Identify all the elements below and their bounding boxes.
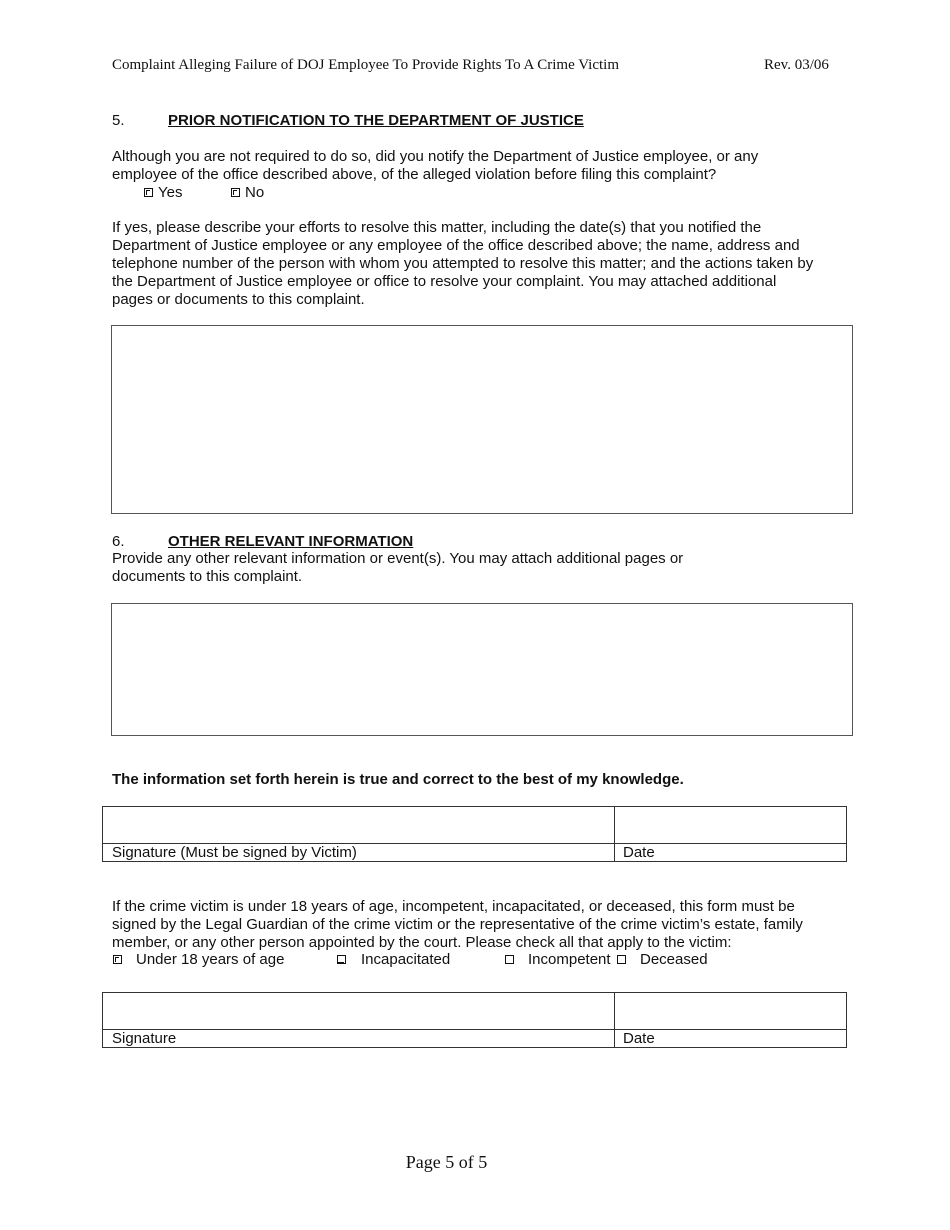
other-information-textbox[interactable] xyxy=(111,603,853,736)
notified-no-option[interactable] xyxy=(231,184,264,201)
incompetent-label: Incompetent xyxy=(528,951,611,968)
incapacitated-option[interactable] xyxy=(337,951,450,968)
guardian-date-label: Date xyxy=(623,1030,655,1047)
yes-checkbox[interactable] xyxy=(144,188,153,197)
instruction-line: If yes, please describe your efforts to resolve this matter, including the date(s) that you notified the xyxy=(112,219,762,236)
instruction-line: Department of Justice employee or any employee of the office described above; the name, address and xyxy=(112,237,800,254)
guardian-signature-field[interactable] xyxy=(103,993,614,1029)
deceased-label: Deceased xyxy=(640,951,708,968)
attestation-statement: The information set forth herein is true and correct to the best of my knowledge. xyxy=(112,771,684,788)
instruction-line: documents to this complaint. xyxy=(112,568,303,585)
deceased-checkbox[interactable] xyxy=(617,955,626,964)
form-title: Complaint Alleging Failure of DOJ Employee To Provide Rights To A Crime Victim xyxy=(112,57,619,73)
instruction-line: Provide any other relevant information or event(s). You may attach additional pages or xyxy=(112,550,684,567)
under-18-label: Under 18 years of age xyxy=(136,951,285,968)
table-divider xyxy=(103,1029,846,1030)
victim-date-field[interactable] xyxy=(615,807,847,843)
instruction-line: pages or documents to this complaint. xyxy=(112,291,365,308)
form-revision: Rev. 03/06 xyxy=(764,57,829,73)
victim-signature-label: Signature (Must be signed by Victim) xyxy=(112,844,357,861)
question-line: employee of the office described above, of the alleged violation before filing this complaint? xyxy=(112,166,717,183)
notified-yes-option[interactable] xyxy=(144,184,182,201)
deceased-option[interactable] xyxy=(617,951,708,968)
instruction-line: If the crime victim is under 18 years of age, incompetent, incapacitated, or deceased, this form must be xyxy=(112,898,795,915)
incompetent-option[interactable] xyxy=(505,951,611,968)
section-6-instructions xyxy=(112,550,683,586)
victim-signature-table xyxy=(102,806,847,862)
incapacitated-checkbox[interactable] xyxy=(337,955,346,964)
section-6-number: 6. xyxy=(112,533,125,550)
incompetent-checkbox[interactable] xyxy=(505,955,514,964)
under-18-option[interactable] xyxy=(113,951,284,968)
guardian-signature-label: Signature xyxy=(112,1030,177,1047)
instruction-line: telephone number of the person with whom you attempted to resolve this matter; and the actions taken by xyxy=(112,255,814,272)
section-5-instructions xyxy=(112,219,813,309)
guardian-instructions xyxy=(112,898,803,952)
guardian-signature-table xyxy=(102,992,847,1048)
instruction-line: member, or any other person appointed by the court. Please check all that apply to the victim: xyxy=(112,934,732,951)
yes-label: Yes xyxy=(158,184,183,201)
section-6-title: OTHER RELEVANT INFORMATION xyxy=(168,533,414,550)
victim-signature-field[interactable] xyxy=(103,807,614,843)
incapacitated-label: Incapacitated xyxy=(361,951,451,968)
section-5-title: PRIOR NOTIFICATION TO THE DEPARTMENT OF JUSTICE xyxy=(168,112,584,129)
no-label: No xyxy=(245,184,265,201)
page-number: Page 5 of 5 xyxy=(405,1152,488,1172)
instruction-line: the Department of Justice employee or office to resolve your complaint. You may attached additional xyxy=(112,273,777,290)
instruction-line: signed by the Legal Guardian of the crime victim or the representative of the crime victim’s estate, family xyxy=(112,916,803,933)
question-line: Although you are not required to do so, did you notify the Department of Justice employee, or any xyxy=(112,148,759,165)
no-checkbox[interactable] xyxy=(231,188,240,197)
section-5-question xyxy=(112,148,758,184)
resolution-efforts-textbox[interactable] xyxy=(111,325,853,514)
under-18-checkbox[interactable] xyxy=(113,955,122,964)
victim-date-label: Date xyxy=(623,844,655,861)
section-5-number: 5. xyxy=(112,112,125,129)
guardian-date-field[interactable] xyxy=(615,993,847,1029)
